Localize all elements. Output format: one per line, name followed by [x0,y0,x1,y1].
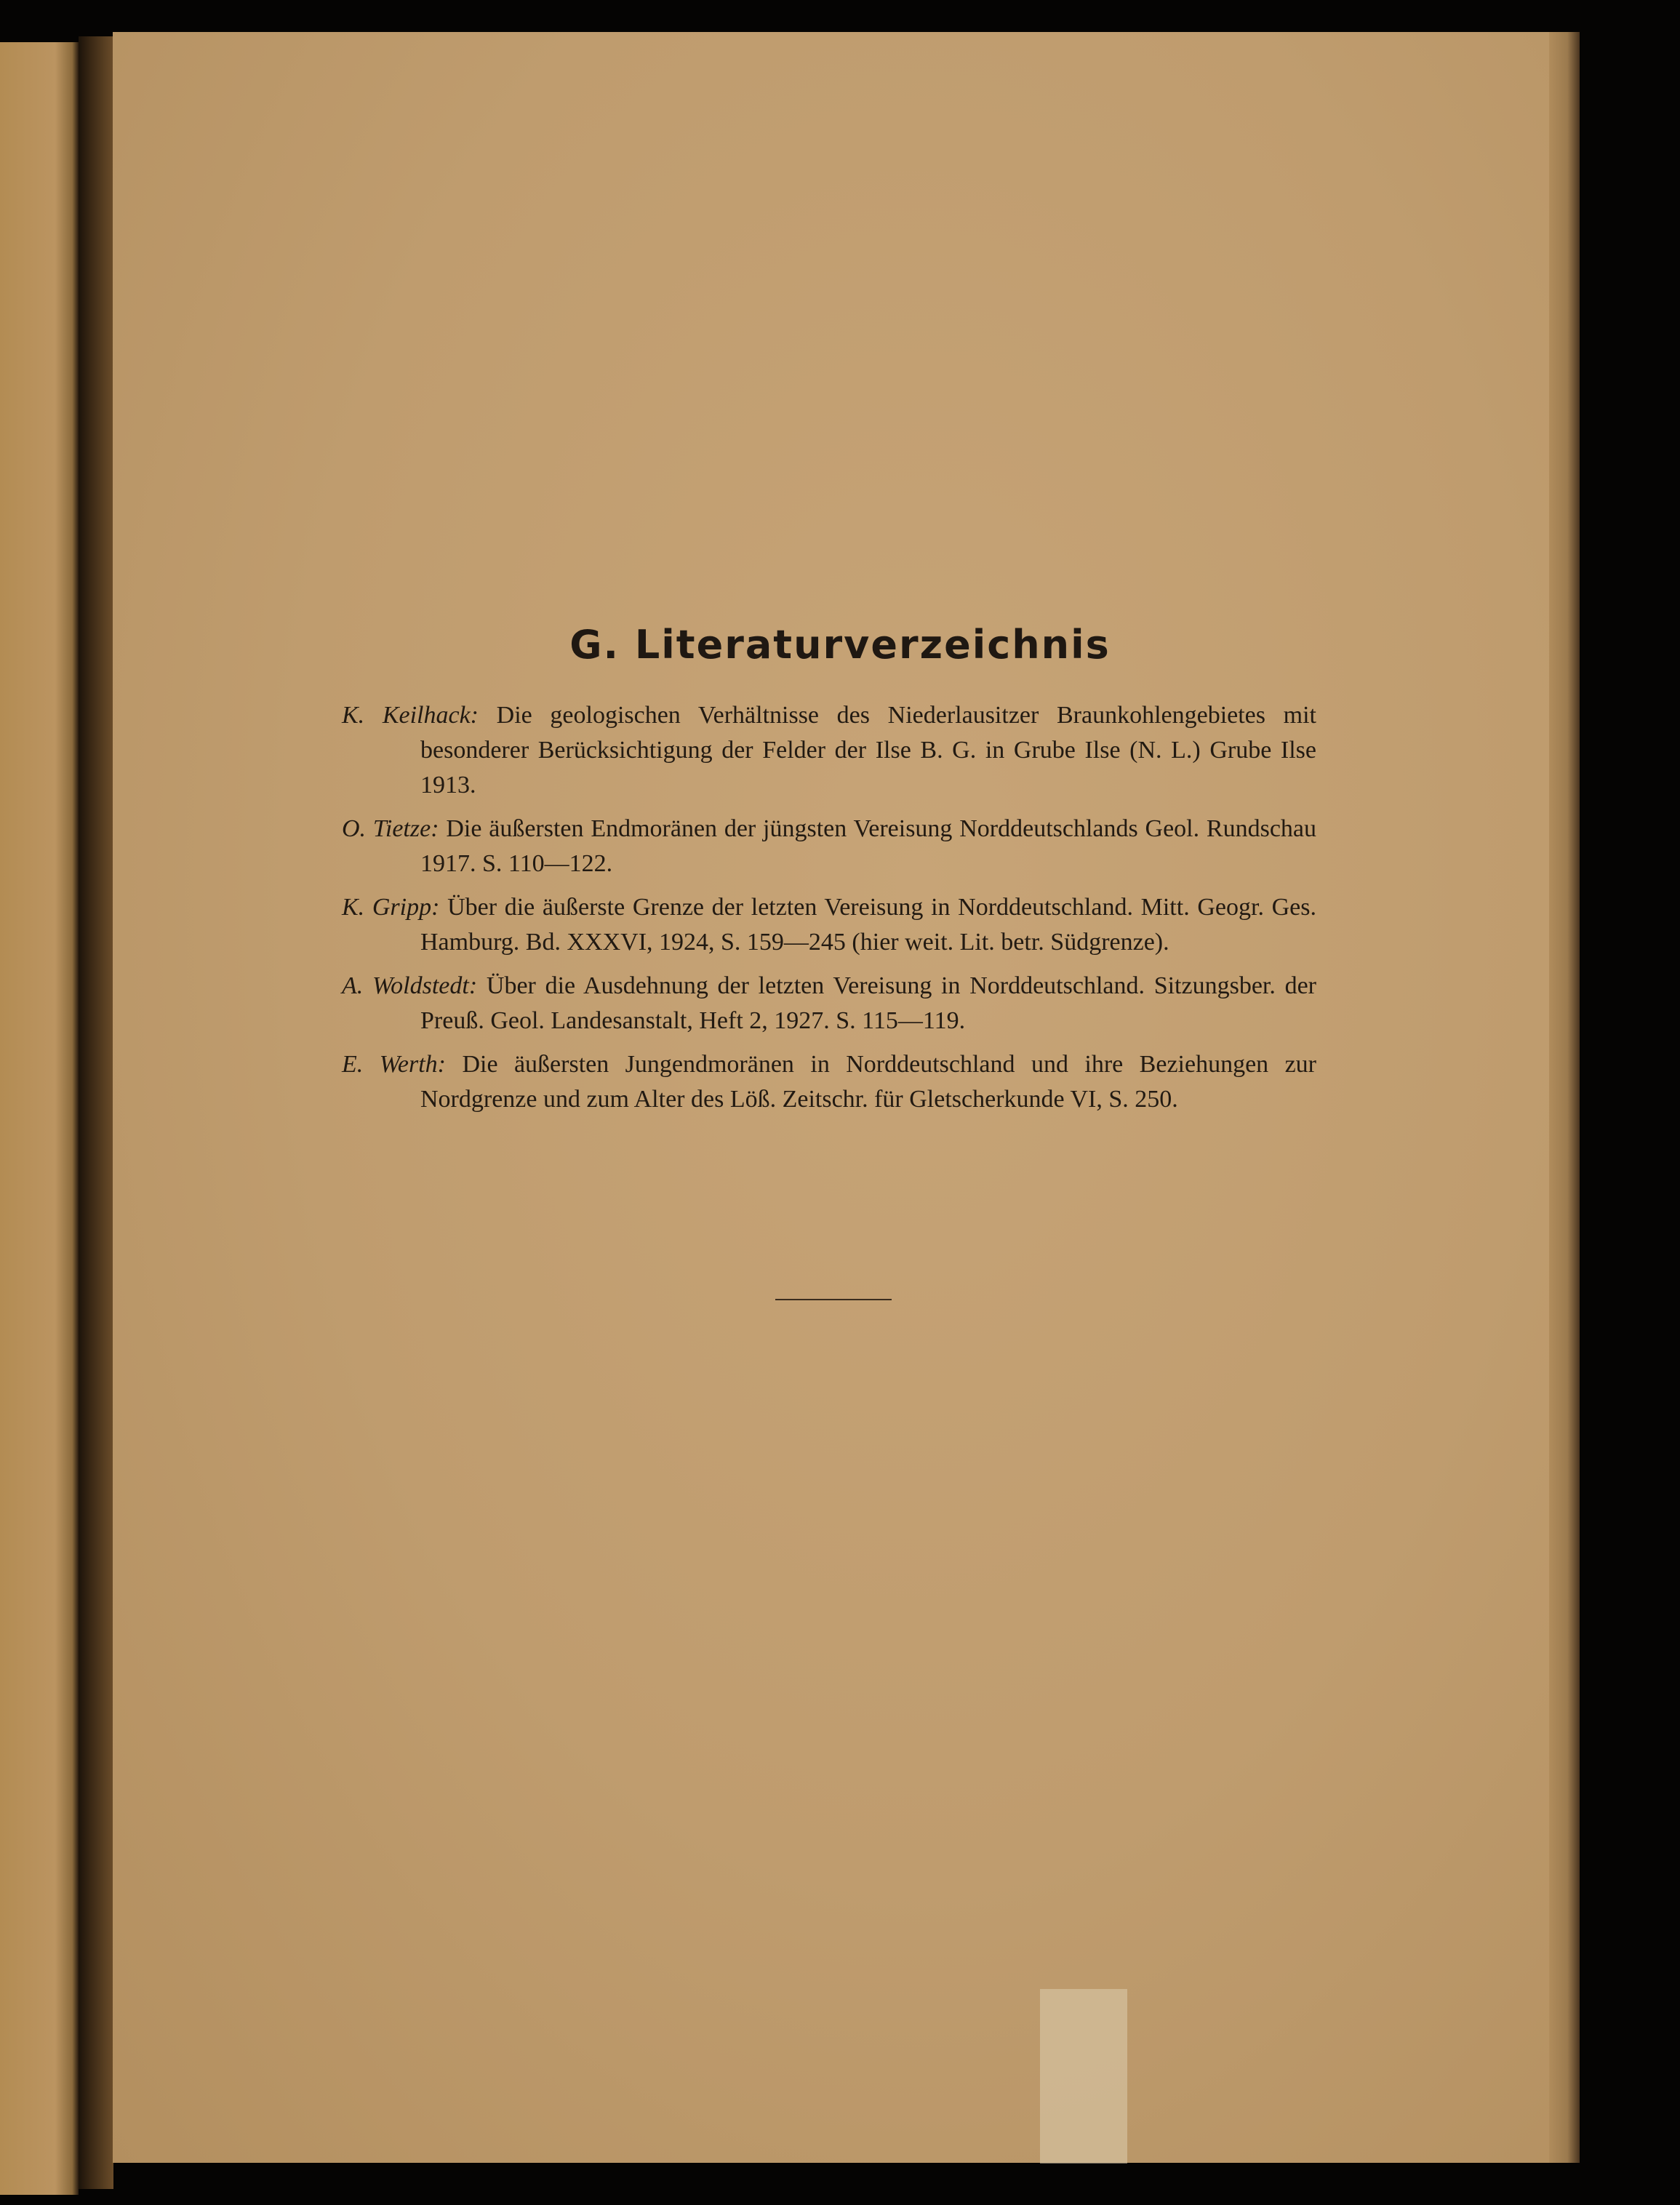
reference-text: Die äußersten Jungendmoränen in Norddeutschland und ihre Beziehungen zur Nordgrenze und zum Alter des Löß. Zeitschr. für Gletscherkunde VI, S. 250. [420,1051,1317,1113]
reference-entry [342,812,1316,881]
reference-author: O. Tietze: [342,815,439,842]
facing-page-edge [0,42,79,2195]
reference-text: Die äußersten Endmoränen der jüngsten Vereisung Norddeutschlands Geol. Rundschau 1917. S. 110—122. [420,815,1317,877]
closing-rule [775,1299,892,1300]
reference-entry [342,698,1316,803]
reference-author: K. Gripp: [342,894,440,921]
reference-author: A. Woldstedt: [342,972,478,999]
reference-text: Über die äußerste Grenze der letzten Vereisung in Norddeutschland. Mitt. Geogr. Ges. Hamburg. Bd. XXXVI, 1924, S. 159—245 (hier weit. Lit. betr. Südgrenze). [420,894,1316,956]
reference-entry [342,1047,1316,1117]
reference-text: Die geologischen Verhältnisse des Niederlausitzer Braunkohlengebietes mit besonderer Berücksichtigung der Felder der Ilse B. G. in Grube Ilse (N. L.) Grube Ilse 1913. [420,702,1316,799]
reference-entry [342,890,1316,960]
reference-entry [342,969,1316,1039]
reference-list [342,698,1316,1126]
book-gutter [79,36,113,2189]
section-title: G. Literaturverzeichnis [569,622,1111,668]
reference-author: E. Werth: [342,1051,446,1078]
reference-text: Über die Ausdehnung der letzten Vereisung in Norddeutschland. Sitzungsber. der Preuß. Geol. Landesanstalt, Heft 2, 1927. S. 115—119. [420,972,1316,1034]
page-right-edge [1549,32,1580,2163]
reference-author: K. Keilhack: [342,702,479,729]
tape-strip [1040,1989,1127,2164]
